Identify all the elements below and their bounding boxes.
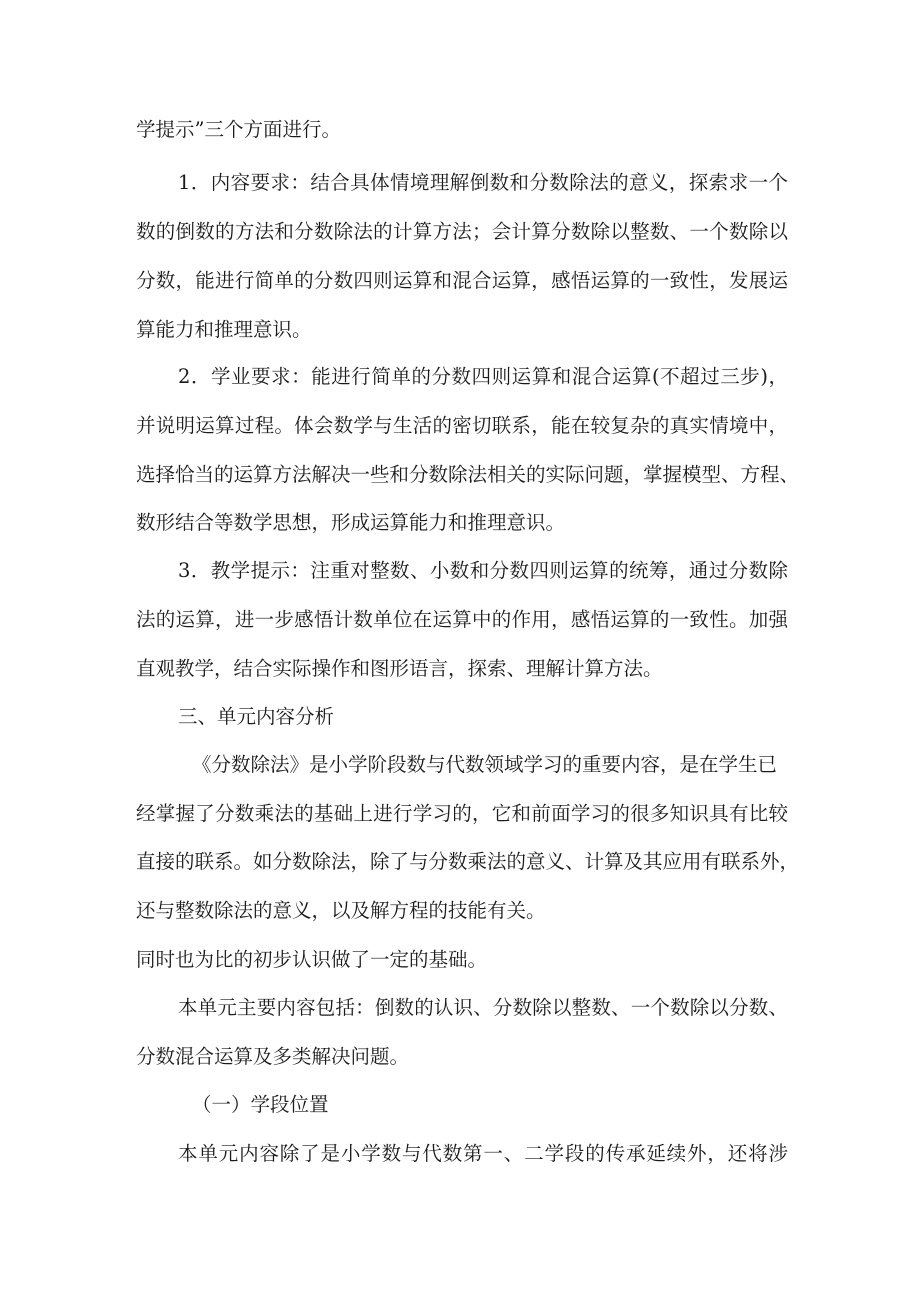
text-line: 直接的联系。如分数除法，除了与分数乘法的意义、计算及其应用有联系外， — [136, 850, 800, 873]
academic-requirement-heading: 2．学业要求：能进行简单的分数四则运算和混合运算(不超过三步)， — [178, 365, 788, 388]
text-line: 分数，能进行简单的分数四则运算和混合运算，感悟运算的一致性，发展运 — [136, 269, 788, 292]
text-line: 同时也为比的初步认识做了一定的基础。 — [136, 948, 488, 971]
text-line: 经掌握了分数乘法的基础上进行学习的，它和前面学习的很多知识具有比较 — [136, 802, 788, 825]
section-heading: 三、单元内容分析 — [178, 705, 335, 728]
text-line: 学提示”三个方面进行。 — [136, 118, 341, 141]
teaching-tips-heading: 3．教学提示：注重对整数、小数和分数四则运算的统筹，通过分数除 — [178, 559, 788, 582]
subsection-heading: （一）学段位置 — [192, 1093, 329, 1116]
text-line: 数的倒数的方法和分数除法的计算方法；会计算分数除以整数、一个数除以 — [136, 220, 788, 243]
text-line: 《分数除法》是小学阶段数与代数领域学习的重要内容，是在学生已 — [192, 753, 778, 776]
text-line: 算能力和推理意识。 — [136, 318, 312, 341]
text-line: 选择恰当的运算方法解决一些和分数除法相关的实际问题，掌握模型、方程、 — [136, 463, 800, 486]
text-line: 分数混合运算及多类解决问题。 — [136, 1045, 410, 1068]
text-line: 本单元内容除了是小学数与代数第一、二学段的传承延续外，还将涉 — [178, 1142, 788, 1165]
text-line: 本单元主要内容包括：倒数的认识、分数除以整数、一个数除以分数、 — [178, 996, 788, 1019]
text-line: 并说明运算过程。体会数学与生活的密切联系，能在较复杂的真实情境中， — [136, 414, 788, 437]
text-line: 数形结合等数学思想，形成运算能力和推理意识。 — [136, 511, 566, 534]
text-line: 还与整数除法的意义，以及解方程的技能有关。 — [136, 899, 546, 922]
text-line: 法的运算，进一步感悟计数单位在运算中的作用，感悟运算的一致性。加强 — [136, 608, 788, 631]
content-requirement-heading: 1．内容要求：结合具体情境理解倒数和分数除法的意义，探索求一个 — [178, 171, 788, 194]
text-line: 直观教学，结合实际操作和图形语言，探索、理解计算方法。 — [136, 657, 663, 680]
